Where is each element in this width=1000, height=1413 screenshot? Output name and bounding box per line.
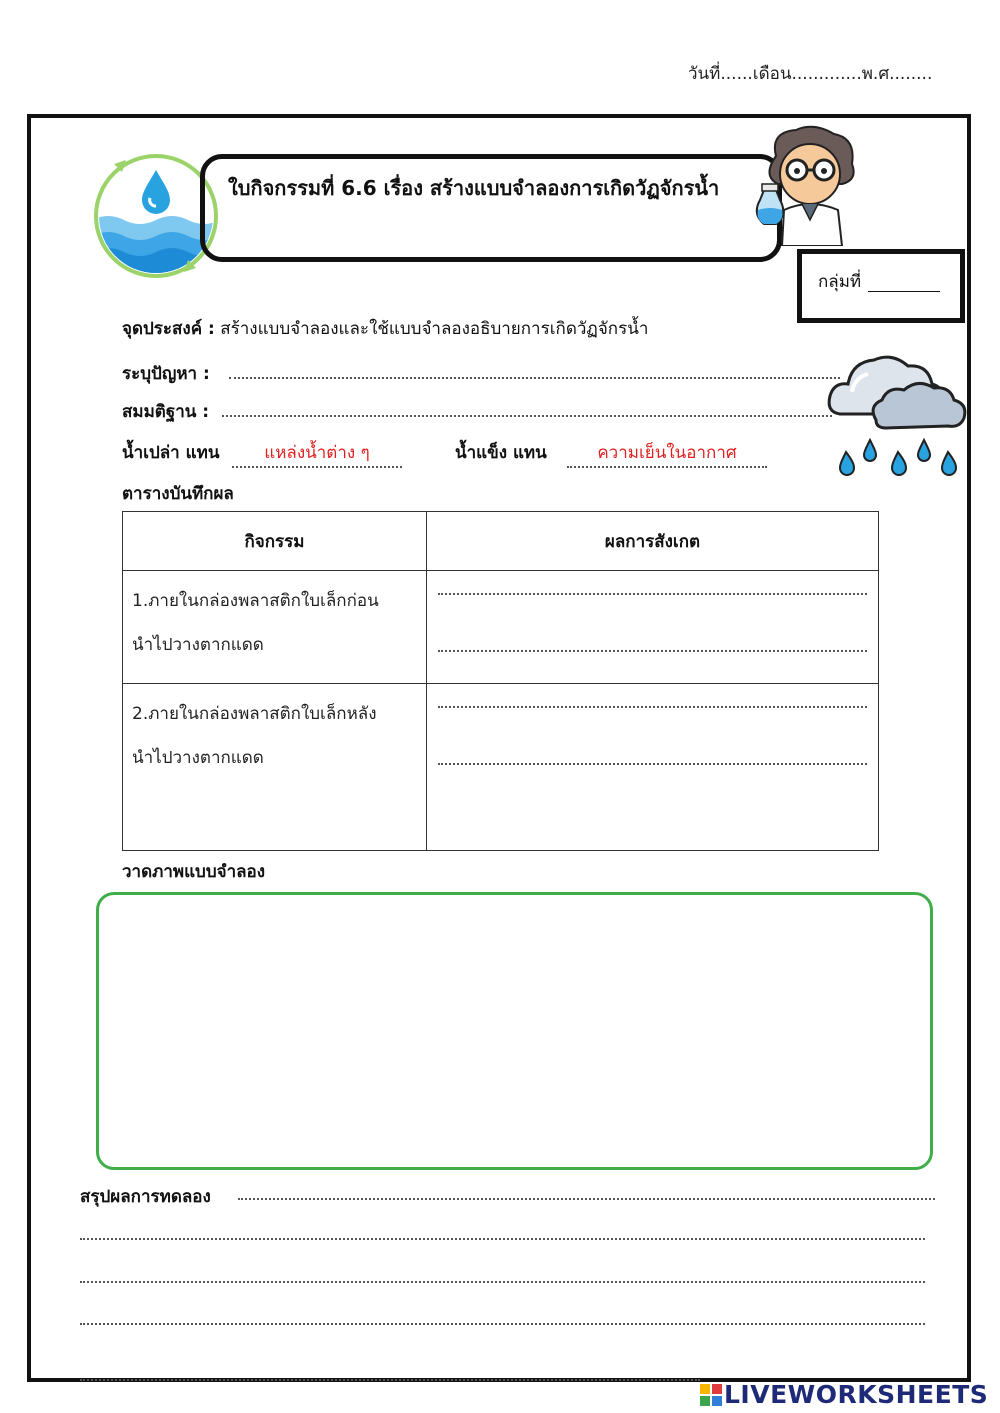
observation-cell[interactable]: [427, 684, 879, 851]
record-table: [122, 511, 879, 851]
summary-answer-line[interactable]: [238, 1198, 935, 1200]
group-label: กลุ่มที่: [818, 272, 862, 292]
brand-text: LIVEWORKSHEETS: [724, 1380, 989, 1409]
drawing-area[interactable]: [96, 892, 933, 1170]
activity-text-line: 1.ภายในกล่องพลาสติกใบเล็กก่อน: [132, 591, 379, 611]
header-observation: ผลการสังเกต: [427, 512, 879, 571]
header-activity: กิจกรรม: [123, 512, 427, 571]
represent-answer-2[interactable]: ความเย็นในอากาศ: [567, 439, 767, 468]
title-box: [200, 154, 782, 262]
hypothesis-label: สมมติฐาน :: [122, 402, 210, 422]
represent-label-1: น้ำเปล่า แทน: [122, 443, 220, 463]
observation-answer-line[interactable]: [438, 650, 867, 652]
page-title: ใบกิจกรรมที่ 6.6 เรื่อง สร้างแบบจำลองการเกิดวัฏจักรน้ำ: [228, 176, 720, 200]
hypothesis-line: [122, 398, 209, 425]
summary-answer-line[interactable]: [80, 1238, 925, 1240]
objective-label: จุดประสงค์ :: [122, 319, 215, 339]
activity-text-line: นำไปวางตากแดด: [132, 748, 264, 768]
table-row: [123, 684, 879, 851]
objective-text: สร้างแบบจำลองและใช้แบบจำลองอธิบายการเกิดวัฏจักรน้ำ: [220, 319, 649, 339]
summary-answer-line[interactable]: [80, 1323, 925, 1325]
activity-cell: [123, 571, 427, 684]
problem-answer-field[interactable]: [229, 377, 840, 379]
represent-label-2: น้ำแข็ง แทน: [455, 443, 547, 463]
activity-text-line: 2.ภายในกล่องพลาสติกใบเล็กหลัง: [132, 704, 377, 724]
objective-line: [122, 315, 648, 342]
summary-label: สรุปผลการทดลอง: [80, 1187, 211, 1207]
record-table-label: ตารางบันทึกผล: [122, 484, 234, 504]
represent-answer-1[interactable]: แหล่งน้ำต่าง ๆ: [232, 439, 402, 468]
observation-answer-line[interactable]: [438, 763, 867, 765]
liveworksheets-logo-icon: [700, 1384, 722, 1406]
activity-text-line: นำไปวางตากแดด: [132, 635, 264, 655]
rain-cloud-icon: [824, 342, 970, 486]
drawing-label: วาดภาพแบบจำลอง: [122, 862, 266, 882]
summary-answer-line[interactable]: [80, 1281, 925, 1283]
hypothesis-answer-field[interactable]: [222, 415, 832, 417]
date-line: วันที่......เดือน.............พ.ศ........: [688, 64, 933, 84]
activity-cell: [123, 684, 427, 851]
group-number-field[interactable]: [868, 291, 940, 292]
table-header-row: [123, 512, 879, 571]
table-row: [123, 571, 879, 684]
observation-cell[interactable]: [427, 571, 879, 684]
summary-answer-line[interactable]: [80, 1379, 700, 1381]
problem-label: ระบุปัญหา :: [122, 364, 210, 384]
scientist-icon: [752, 124, 862, 246]
problem-line: [122, 360, 210, 387]
